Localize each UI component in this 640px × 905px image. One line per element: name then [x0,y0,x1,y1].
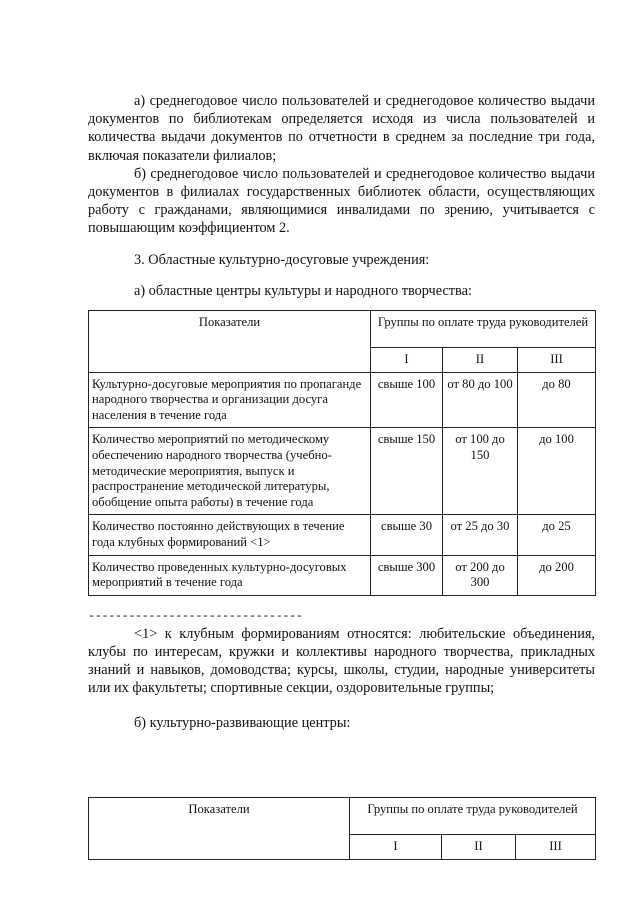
header-group-2: II [442,835,516,860]
row-group-2: от 200 до 300 [443,555,518,595]
row-group-2: от 25 до 30 [443,515,518,555]
header-group-2: II [443,348,518,373]
row-group-1: свыше 300 [371,555,443,595]
document-page [88,92,595,732]
table-cultural-centers [88,310,596,596]
row-group-3: до 100 [518,428,596,515]
header-groups: Группы по оплате труда руководителей [350,798,596,835]
table-row [89,555,596,595]
subsection-heading-b: б) культурно-развивающие центры: [134,714,351,731]
paragraph-b: б) среднегодовое число пользователей и среднегодовое количество выдачи документов в филиалах государственных библиотек области, осуществляющих работу с гражданами, являющимися инвалидами по зрению, учитывается с повышающим коэффициентом 2. [88,165,595,237]
header-group-1: I [371,348,443,373]
header-indicators: Показатели [89,798,350,860]
row-group-1: свыше 100 [371,372,443,428]
footnote-separator: -------------------------------- [88,608,303,623]
row-group-3: до 200 [518,555,596,595]
row-group-1: свыше 150 [371,428,443,515]
row-group-1: свыше 30 [371,515,443,555]
row-group-2: от 80 до 100 [443,372,518,428]
row-indicator: Количество проведенных культурно-досуговых мероприятий в течение года [89,555,371,595]
header-group-1: I [350,835,442,860]
section-heading-3: 3. Областные культурно-досуговые учреждения: [134,251,430,268]
table-row [89,428,596,515]
row-group-3: до 25 [518,515,596,555]
subsection-heading-a: а) областные центры культуры и народного творчества: [134,282,472,299]
paragraph-a: а) среднегодовое число пользователей и среднегодовое количество выдачи документов по библиотекам определяется исходя из числа пользователей и количества выдачи документов по отчетности в среднем за последние три года, включая показатели филиалов; [88,93,595,164]
header-group-3: III [516,835,596,860]
footnote-text: <1> к клубным формированиям относятся: любительские объединения, клубы по интересам, кружки и коллективы народного творчества, прикладных знаний и навыков, домоводства; курсы, школы, студии, народные университеты или их факультеты; спортивные секции, оздоровительные группы; [88,625,595,697]
row-group-2: от 100 до 150 [443,428,518,515]
row-indicator: Количество постоянно действующих в течение года клубных формирований <1> [89,515,371,555]
table-row [89,515,596,555]
header-group-3: III [518,348,596,373]
table-row [89,372,596,428]
header-groups: Группы по оплате труда руководителей [371,311,596,348]
row-group-3: до 80 [518,372,596,428]
header-indicators: Показатели [89,311,371,373]
row-indicator: Культурно-досуговые мероприятия по пропаганде народного творчества и организации досуга населения в течение года [89,372,371,428]
row-indicator: Количество мероприятий по методическому обеспечению народного творчества (учебно-методические мероприятия, выпуск и распространение методической литературы, обобщение опыта работы) в течение года [89,428,371,515]
table-development-centers [88,797,596,860]
